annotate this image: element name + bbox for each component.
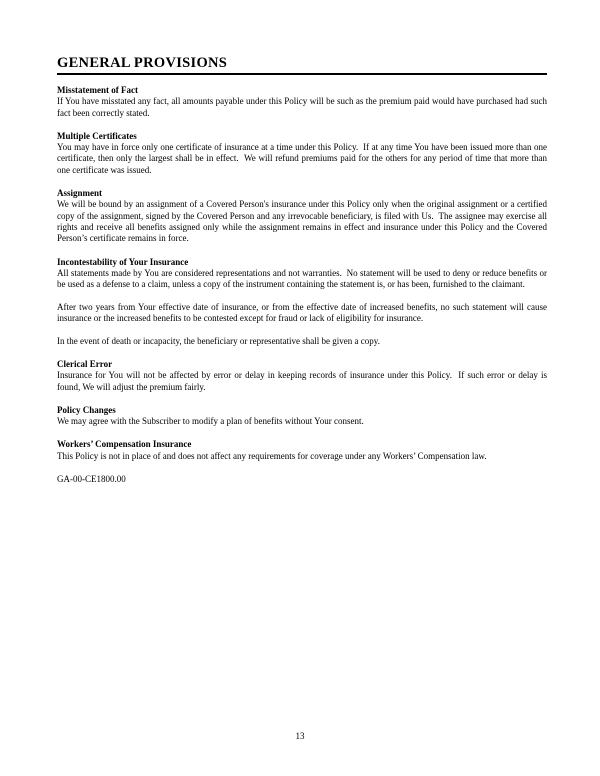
page-number: 13	[295, 731, 305, 741]
paragraph: Insurance for You will not be affected by error or delay in keeping records of insurance under this Policy. If such error or delay is found, We will adjust the premium fairly.	[57, 370, 550, 392]
paragraph: After two years from Your effective date of insurance, or from the effective date of increased benefits, no such statement will cause insurance or the increased benefits to be contested except for fraud or lack of eligibility for insurance.	[57, 301, 550, 324]
section-policy-changes	[57, 405, 547, 428]
page-content	[57, 55, 550, 485]
paragraph: You may have in force only one certificate of insurance at a time under this Policy. If at any time You have been issued more than one certificate, then only the largest shall be in effect. We will refund premiums paid for the others for any period of time that more than one certificate was issued.	[57, 142, 550, 175]
section-heading: Incontestability of Your Insurance	[57, 256, 189, 267]
section-heading: Clerical Error	[57, 358, 113, 369]
paragraph: This Policy is not in place of and does not affect any requirements for coverage under any Workers’ Compensation law.	[57, 450, 487, 461]
section-multiple-certificates	[57, 130, 550, 176]
paragraph: We may agree with the Subscriber to modify a plan of benefits without Your consent.	[57, 416, 364, 427]
section-heading: Misstatement of Fact	[57, 85, 138, 95]
section-heading: Assignment	[57, 188, 103, 199]
section-heading: Multiple Certificates	[57, 130, 137, 141]
paragraph: We will be bound by an assignment of a Covered Person's insurance under this Policy only when the original assignment or a certified copy of the assignment, signed by the Covered Person and any irrevocable beneficiary, is filed with Us. The assignee may exercise all rights and receive all benefits assigned only while the assignment remains in effect and insurance under this Policy and the Covered Person’s certificate remains in force.	[57, 199, 550, 244]
section-workers-compensation	[57, 439, 547, 462]
section-heading: Workers’ Compensation Insurance	[57, 439, 192, 450]
title-rule	[57, 73, 547, 75]
paragraph: If You have misstated any fact, all amounts payable under this Policy will be such as the premium paid would have purchased had such fact been correctly stated.	[57, 96, 550, 118]
section-misstatement-of-fact	[57, 85, 550, 119]
page-title: GENERAL PROVISIONS	[57, 55, 228, 71]
form-number: GA-00-CE1800.00	[57, 474, 126, 485]
section-clerical-error	[57, 358, 550, 393]
section-heading: Policy Changes	[57, 404, 116, 415]
paragraph: All statements made by You are considered representations and not warranties. No statement will be used to deny or reduce benefits or be used as a defense to a claim, unless a copy of the instrument containing the statement is, or has been, furnished to the claimant.	[57, 267, 550, 290]
paragraph: In the event of death or incapacity, the beneficiary or representative shall be given a copy.	[57, 335, 380, 346]
section-incontestability	[57, 256, 550, 347]
section-assignment	[57, 188, 550, 244]
